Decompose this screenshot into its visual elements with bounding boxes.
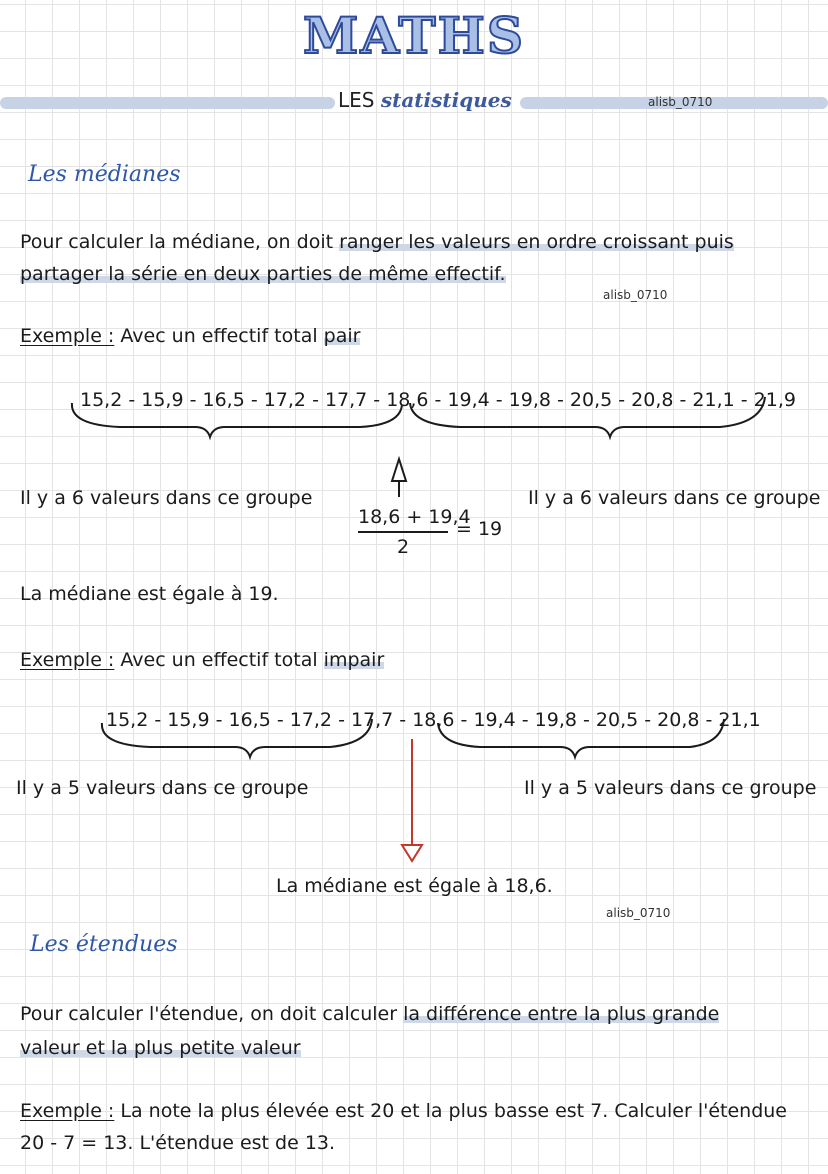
example1-label: Exemple : xyxy=(20,325,115,347)
medians-intro-highlight-1: ranger les valeurs en ordre croissant puis xyxy=(339,231,734,253)
example1-conclusion: La médiane est égale à 19. xyxy=(20,583,279,605)
example1-braces xyxy=(0,395,828,455)
example1-right-brace xyxy=(410,397,765,437)
medians-intro-line1 xyxy=(20,226,734,258)
example2-text: Avec un effectif total xyxy=(114,649,324,671)
fraction-bar xyxy=(358,531,448,533)
example1-series: 15,2 - 15,9 - 16,5 - 17,2 - 17,7 - 18,6 - 19,4 - 19,8 - 20,5 - 20,8 - 21,1 - 21,9 xyxy=(80,389,796,411)
example2-label: Exemple : xyxy=(20,649,115,671)
medians-intro-plain: Pour calculer la médiane, on doit xyxy=(20,231,340,253)
example2-heading xyxy=(20,644,384,676)
subtitle-script: statistiques xyxy=(380,88,512,112)
section-title-ranges: Les étendues xyxy=(30,932,178,957)
example1-left-brace xyxy=(72,403,402,437)
example2-emphasis: impair xyxy=(323,649,385,671)
example2-series: 15,2 - 15,9 - 16,5 - 17,2 - 17,7 - 18,6 - 19,4 - 19,8 - 20,5 - 20,8 - 21,1 xyxy=(106,709,761,731)
ranges-intro-line1 xyxy=(20,998,719,1030)
fraction-denominator: 2 xyxy=(396,536,410,558)
ranges-intro-highlight-1: la différence entre la plus grande xyxy=(403,1003,720,1025)
ranges-example-line2: 20 - 7 = 13. L'étendue est de 13. xyxy=(20,1132,336,1154)
example1-fraction xyxy=(358,506,471,558)
example1-arrow-up xyxy=(387,455,417,503)
page-title: MATHS xyxy=(303,6,525,65)
example2-right-group: Il y a 5 valeurs dans ce groupe xyxy=(524,777,817,799)
fraction-result: = 19 xyxy=(456,518,503,540)
ranges-intro-highlight-2: valeur et la plus petite valeur xyxy=(20,1037,301,1059)
example2-conclusion: La médiane est égale à 18,6. xyxy=(276,875,553,897)
ranges-intro-line2 xyxy=(20,1032,301,1064)
ranges-example-line1 xyxy=(20,1095,787,1127)
medians-intro-line2 xyxy=(20,258,506,290)
section-title-medians: Les médianes xyxy=(28,162,181,187)
example2-arrow-down xyxy=(395,737,435,867)
medians-signature: alisb_0710 xyxy=(603,288,668,302)
subtitle-prefix: LES xyxy=(338,88,375,112)
example1-heading xyxy=(20,320,360,352)
ranges-signature: alisb_0710 xyxy=(606,906,671,920)
header-signature: alisb_0710 xyxy=(648,95,713,109)
example2-left-group: Il y a 5 valeurs dans ce groupe xyxy=(16,777,309,799)
example2-right-brace xyxy=(438,719,724,757)
example1-left-group: Il y a 6 valeurs dans ce groupe xyxy=(20,487,313,509)
example1-text: Avec un effectif total xyxy=(114,325,324,347)
page-subtitle xyxy=(338,88,512,112)
example1-emphasis: pair xyxy=(323,325,361,347)
example1-right-group: Il y a 6 valeurs dans ce groupe xyxy=(528,487,821,509)
example2-left-brace xyxy=(102,719,372,757)
fraction-numerator: 18,6 + 19,4 xyxy=(358,506,471,528)
ranges-intro-plain: Pour calculer l'étendue, on doit calculer xyxy=(20,1003,404,1025)
ranges-example-label: Exemple : xyxy=(20,1100,115,1122)
header-band-left xyxy=(0,97,335,109)
medians-intro-highlight-2: partager la série en deux parties de même effectif. xyxy=(20,263,506,285)
ranges-example-text: La note la plus élevée est 20 et la plus basse est 7. Calculer l'étendue xyxy=(114,1100,787,1122)
